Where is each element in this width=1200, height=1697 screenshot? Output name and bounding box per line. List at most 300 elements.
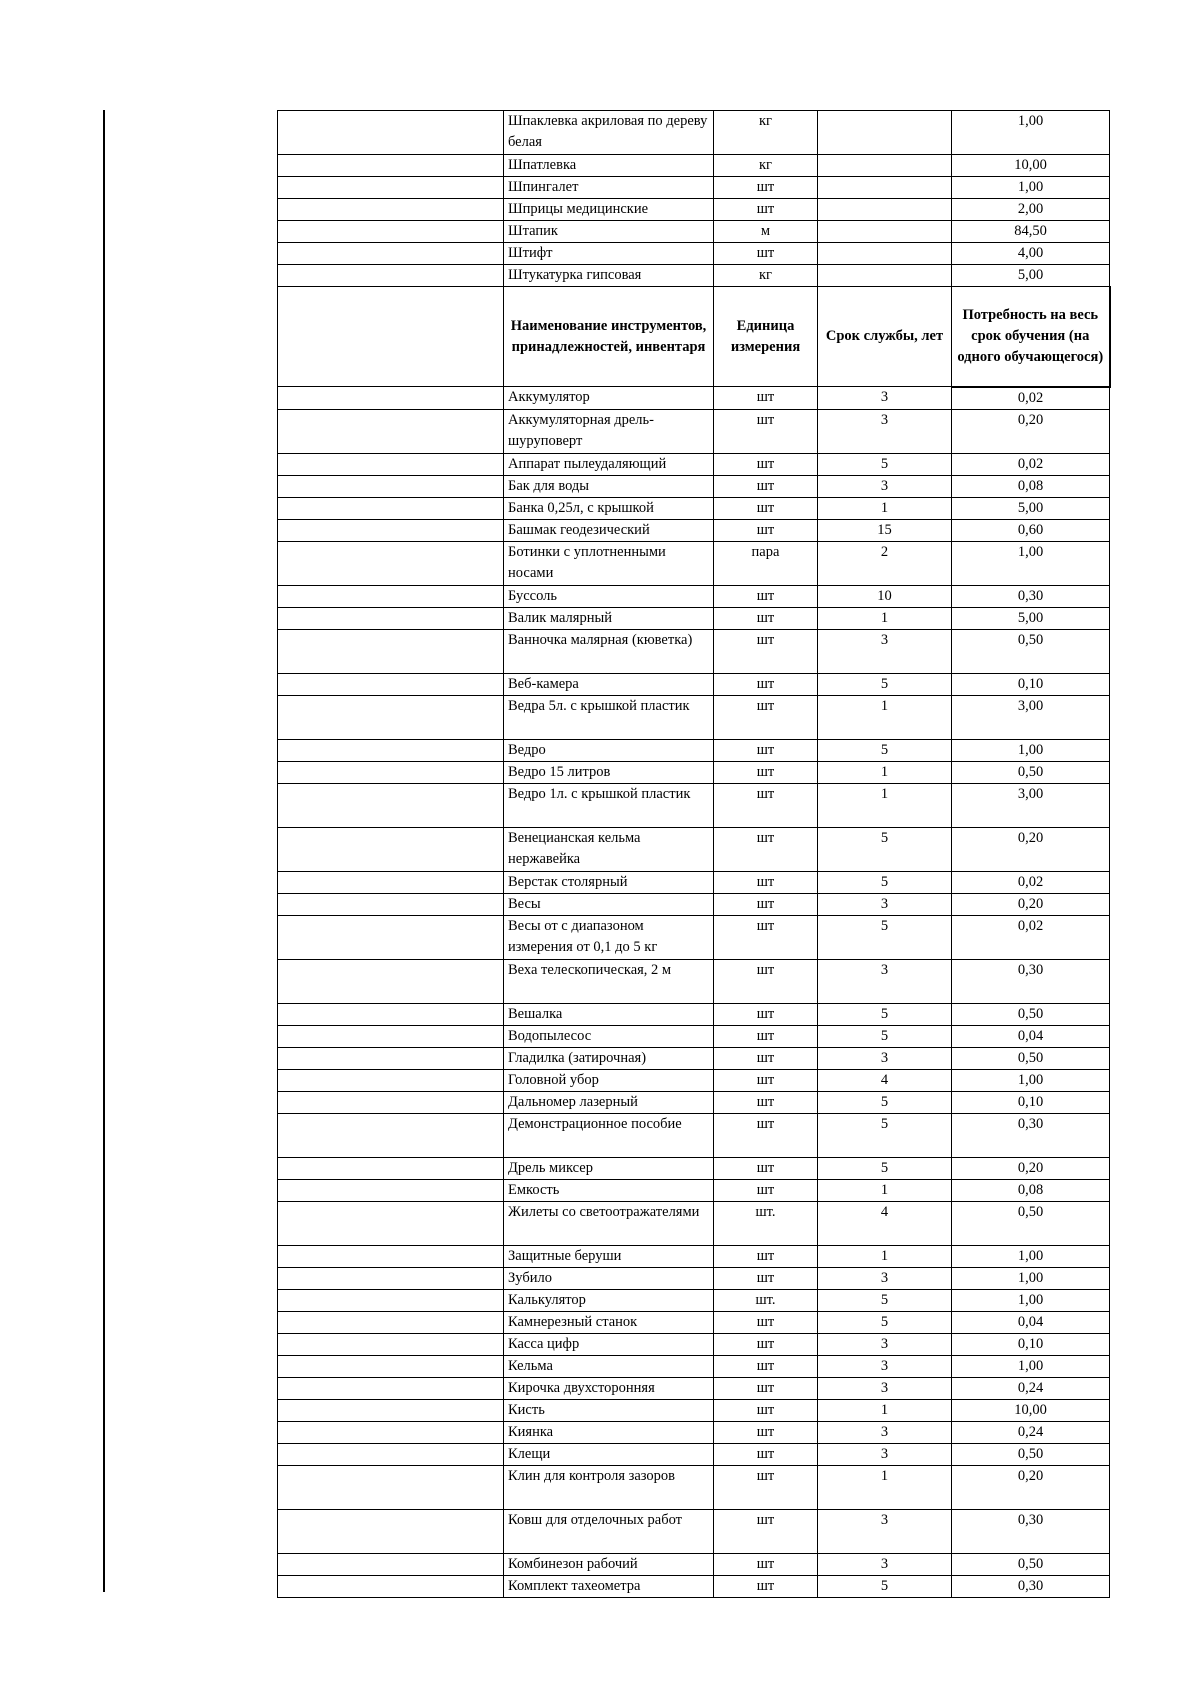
table-row xyxy=(278,629,1110,673)
blank-cell xyxy=(278,761,504,783)
requirement-cell: 1,00 xyxy=(952,1069,1110,1091)
service-life-cell xyxy=(818,265,952,287)
blank-cell xyxy=(278,1047,504,1069)
item-name-cell: Комплект тахеометра xyxy=(504,1575,714,1597)
service-life-cell xyxy=(818,243,952,265)
item-name-cell: Киянка xyxy=(504,1421,714,1443)
item-name-cell: Ведро 1л. с крышкой пластик xyxy=(504,783,714,827)
item-name-cell: Шпингалет xyxy=(504,177,714,199)
blank-cell xyxy=(278,1421,504,1443)
item-name-cell: Венецианская кельма нержавейка xyxy=(504,827,714,871)
table-row xyxy=(278,893,1110,915)
table-row xyxy=(278,673,1110,695)
service-life-cell xyxy=(818,199,952,221)
unit-cell: шт xyxy=(714,519,818,541)
unit-cell: шт xyxy=(714,177,818,199)
header-unit: Единица измерения xyxy=(714,287,818,387)
table-row xyxy=(278,519,1110,541)
unit-cell: шт xyxy=(714,893,818,915)
service-life-cell: 1 xyxy=(818,783,952,827)
item-name-cell: Емкость xyxy=(504,1179,714,1201)
service-life-cell: 5 xyxy=(818,1091,952,1113)
blank-cell xyxy=(278,243,504,265)
unit-cell: шт xyxy=(714,1465,818,1509)
requirement-cell: 0,50 xyxy=(952,1047,1110,1069)
item-name-cell: Весы от с диапазоном измерения от 0,1 до 5 кг xyxy=(504,915,714,959)
table-row xyxy=(278,1377,1110,1399)
blank-cell xyxy=(278,155,504,177)
service-life-cell: 3 xyxy=(818,1443,952,1465)
unit-cell: шт xyxy=(714,1267,818,1289)
equipment-table xyxy=(277,110,1111,1598)
requirement-cell: 0,60 xyxy=(952,519,1110,541)
item-name-cell: Ведра 5л. с крышкой пластик xyxy=(504,695,714,739)
unit-cell: шт xyxy=(714,1025,818,1047)
unit-cell: кг xyxy=(714,155,818,177)
service-life-cell: 1 xyxy=(818,761,952,783)
table-body xyxy=(278,111,1110,1598)
requirement-cell: 0,50 xyxy=(952,1003,1110,1025)
requirement-cell: 1,00 xyxy=(952,1267,1110,1289)
blank-cell xyxy=(278,1289,504,1311)
blank-cell xyxy=(278,1399,504,1421)
blank-cell xyxy=(278,1003,504,1025)
item-name-cell: Ведро xyxy=(504,739,714,761)
table-row xyxy=(278,1201,1110,1245)
table-row xyxy=(278,265,1110,287)
unit-cell: шт xyxy=(714,871,818,893)
blank-cell xyxy=(278,177,504,199)
blank-cell xyxy=(278,221,504,243)
table-row xyxy=(278,1179,1110,1201)
table-row xyxy=(278,1047,1110,1069)
item-name-cell: Аккумуляторная дрель-шуруповерт xyxy=(504,409,714,453)
table-row xyxy=(278,453,1110,475)
unit-cell: шт xyxy=(714,1179,818,1201)
unit-cell: кг xyxy=(714,265,818,287)
blank-cell xyxy=(278,1333,504,1355)
blank-cell xyxy=(278,607,504,629)
blank-cell xyxy=(278,1509,504,1553)
requirement-cell: 3,00 xyxy=(952,783,1110,827)
service-life-cell: 3 xyxy=(818,1355,952,1377)
table-row xyxy=(278,1113,1110,1157)
service-life-cell: 2 xyxy=(818,541,952,585)
service-life-cell: 5 xyxy=(818,915,952,959)
table-row xyxy=(278,155,1110,177)
table-row xyxy=(278,243,1110,265)
requirement-cell: 0,20 xyxy=(952,1157,1110,1179)
table-row xyxy=(278,1003,1110,1025)
blank-cell xyxy=(278,585,504,607)
requirement-cell: 0,02 xyxy=(952,915,1110,959)
unit-cell: шт xyxy=(714,1509,818,1553)
requirement-cell: 0,24 xyxy=(952,1421,1110,1443)
table-row xyxy=(278,475,1110,497)
service-life-cell: 3 xyxy=(818,1377,952,1399)
blank-cell xyxy=(278,409,504,453)
item-name-cell: Ванночка малярная (кюветка) xyxy=(504,629,714,673)
unit-cell: шт xyxy=(714,761,818,783)
item-name-cell: Гладилка (затирочная) xyxy=(504,1047,714,1069)
table-row xyxy=(278,1311,1110,1333)
service-life-cell: 5 xyxy=(818,1003,952,1025)
service-life-cell: 4 xyxy=(818,1201,952,1245)
item-name-cell: Водопылесос xyxy=(504,1025,714,1047)
item-name-cell: Дальномер лазерный xyxy=(504,1091,714,1113)
blank-cell xyxy=(278,1025,504,1047)
service-life-cell: 3 xyxy=(818,1553,952,1575)
requirement-cell: 2,00 xyxy=(952,199,1110,221)
service-life-cell xyxy=(818,221,952,243)
table-row xyxy=(278,783,1110,827)
requirement-cell: 0,50 xyxy=(952,1553,1110,1575)
item-name-cell: Аппарат пылеудаляющий xyxy=(504,453,714,475)
table-row xyxy=(278,177,1110,199)
service-life-cell: 5 xyxy=(818,1025,952,1047)
unit-cell: шт xyxy=(714,1355,818,1377)
requirement-cell: 0,02 xyxy=(952,387,1110,410)
blank-cell xyxy=(278,915,504,959)
requirement-cell: 0,30 xyxy=(952,585,1110,607)
service-life-cell: 1 xyxy=(818,607,952,629)
service-life-cell: 4 xyxy=(818,1069,952,1091)
unit-cell: шт xyxy=(714,453,818,475)
unit-cell: шт xyxy=(714,475,818,497)
table-row xyxy=(278,1465,1110,1509)
service-life-cell: 3 xyxy=(818,1267,952,1289)
requirement-cell: 1,00 xyxy=(952,1289,1110,1311)
blank-cell xyxy=(278,453,504,475)
item-name-cell: Штифт xyxy=(504,243,714,265)
blank-cell xyxy=(278,497,504,519)
table-row xyxy=(278,111,1110,155)
requirement-cell: 1,00 xyxy=(952,1355,1110,1377)
item-name-cell: Шпатлевка xyxy=(504,155,714,177)
blank-cell xyxy=(278,695,504,739)
requirement-cell: 0,50 xyxy=(952,1201,1110,1245)
item-name-cell: Комбинезон рабочий xyxy=(504,1553,714,1575)
service-life-cell xyxy=(818,177,952,199)
item-name-cell: Ковш для отделочных работ xyxy=(504,1509,714,1553)
service-life-cell: 3 xyxy=(818,387,952,410)
requirement-cell: 0,08 xyxy=(952,475,1110,497)
table-row xyxy=(278,497,1110,519)
requirement-cell: 0,04 xyxy=(952,1311,1110,1333)
item-name-cell: Шпаклевка акриловая по дереву белая xyxy=(504,111,714,155)
table-row xyxy=(278,1399,1110,1421)
table-header-row xyxy=(278,287,1110,387)
requirement-cell: 0,30 xyxy=(952,1113,1110,1157)
unit-cell: шт xyxy=(714,1553,818,1575)
item-name-cell: Бак для воды xyxy=(504,475,714,497)
item-name-cell: Калькулятор xyxy=(504,1289,714,1311)
left-margin-rule xyxy=(103,110,105,1592)
service-life-cell: 3 xyxy=(818,629,952,673)
unit-cell: пара xyxy=(714,541,818,585)
item-name-cell: Демонстрационное пособие xyxy=(504,1113,714,1157)
unit-cell: шт xyxy=(714,673,818,695)
item-name-cell: Аккумулятор xyxy=(504,387,714,410)
table-row xyxy=(278,199,1110,221)
item-name-cell: Зубило xyxy=(504,1267,714,1289)
requirement-cell: 10,00 xyxy=(952,1399,1110,1421)
blank-cell xyxy=(278,1201,504,1245)
blank-cell xyxy=(278,387,504,410)
unit-cell: шт xyxy=(714,387,818,410)
requirement-cell: 0,50 xyxy=(952,761,1110,783)
table-row xyxy=(278,221,1110,243)
item-name-cell: Ведро 15 литров xyxy=(504,761,714,783)
unit-cell: шт xyxy=(714,1443,818,1465)
table-row xyxy=(278,959,1110,1003)
service-life-cell: 1 xyxy=(818,1465,952,1509)
item-name-cell: Буссоль xyxy=(504,585,714,607)
blank-cell xyxy=(278,1267,504,1289)
requirement-cell: 0,20 xyxy=(952,1465,1110,1509)
table-row xyxy=(278,1267,1110,1289)
item-name-cell: Кельма xyxy=(504,1355,714,1377)
unit-cell: шт xyxy=(714,783,818,827)
blank-cell xyxy=(278,1465,504,1509)
service-life-cell: 1 xyxy=(818,695,952,739)
service-life-cell: 3 xyxy=(818,1421,952,1443)
requirement-cell: 5,00 xyxy=(952,607,1110,629)
unit-cell: шт xyxy=(714,497,818,519)
requirement-cell: 0,10 xyxy=(952,1091,1110,1113)
unit-cell: шт xyxy=(714,409,818,453)
table-row xyxy=(278,1289,1110,1311)
item-name-cell: Дрель миксер xyxy=(504,1157,714,1179)
blank-cell xyxy=(278,519,504,541)
blank-cell xyxy=(278,871,504,893)
blank-cell xyxy=(278,1245,504,1267)
item-name-cell: Банка 0,25л, с крышкой xyxy=(504,497,714,519)
blank-cell xyxy=(278,287,504,387)
item-name-cell: Головной убор xyxy=(504,1069,714,1091)
item-name-cell: Штукатурка гипсовая xyxy=(504,265,714,287)
table-row xyxy=(278,695,1110,739)
unit-cell: шт xyxy=(714,1091,818,1113)
service-life-cell: 5 xyxy=(818,1113,952,1157)
table-row xyxy=(278,585,1110,607)
unit-cell: шт. xyxy=(714,1289,818,1311)
service-life-cell xyxy=(818,111,952,155)
service-life-cell: 5 xyxy=(818,673,952,695)
unit-cell: шт xyxy=(714,695,818,739)
blank-cell xyxy=(278,739,504,761)
item-name-cell: Вешалка xyxy=(504,1003,714,1025)
requirement-cell: 1,00 xyxy=(952,177,1110,199)
blank-cell xyxy=(278,1157,504,1179)
requirement-cell: 1,00 xyxy=(952,111,1110,155)
table-row xyxy=(278,871,1110,893)
unit-cell: шт xyxy=(714,1311,818,1333)
table-row xyxy=(278,827,1110,871)
unit-cell: шт xyxy=(714,1377,818,1399)
service-life-cell: 15 xyxy=(818,519,952,541)
service-life-cell: 3 xyxy=(818,409,952,453)
service-life-cell: 5 xyxy=(818,1311,952,1333)
table-row xyxy=(278,1025,1110,1047)
requirement-cell: 0,24 xyxy=(952,1377,1110,1399)
requirement-cell: 5,00 xyxy=(952,497,1110,519)
service-life-cell: 3 xyxy=(818,959,952,1003)
requirement-cell: 0,08 xyxy=(952,1179,1110,1201)
table-row xyxy=(278,1157,1110,1179)
service-life-cell: 5 xyxy=(818,1289,952,1311)
table-row xyxy=(278,387,1110,410)
blank-cell xyxy=(278,1069,504,1091)
requirement-cell: 10,00 xyxy=(952,155,1110,177)
table-row xyxy=(278,1245,1110,1267)
service-life-cell: 3 xyxy=(818,1047,952,1069)
unit-cell: шт xyxy=(714,1003,818,1025)
table-row xyxy=(278,1553,1110,1575)
table-row xyxy=(278,1355,1110,1377)
requirement-cell: 4,00 xyxy=(952,243,1110,265)
blank-cell xyxy=(278,1377,504,1399)
table-row xyxy=(278,1069,1110,1091)
item-name-cell: Камнерезный станок xyxy=(504,1311,714,1333)
item-name-cell: Валик малярный xyxy=(504,607,714,629)
requirement-cell: 0,20 xyxy=(952,409,1110,453)
service-life-cell: 1 xyxy=(818,497,952,519)
service-life-cell: 1 xyxy=(818,1245,952,1267)
blank-cell xyxy=(278,893,504,915)
unit-cell: шт xyxy=(714,915,818,959)
blank-cell xyxy=(278,475,504,497)
blank-cell xyxy=(278,1443,504,1465)
service-life-cell: 3 xyxy=(818,1509,952,1553)
header-need: Потребность на весь срок обучения (на одного обучающегося) xyxy=(952,287,1110,387)
service-life-cell: 10 xyxy=(818,585,952,607)
item-name-cell: Башмак геодезический xyxy=(504,519,714,541)
blank-cell xyxy=(278,541,504,585)
unit-cell: шт xyxy=(714,1069,818,1091)
requirement-cell: 3,00 xyxy=(952,695,1110,739)
item-name-cell: Жилеты со светоотражателями xyxy=(504,1201,714,1245)
service-life-cell xyxy=(818,155,952,177)
item-name-cell: Защитные беруши xyxy=(504,1245,714,1267)
unit-cell: шт xyxy=(714,1113,818,1157)
blank-cell xyxy=(278,629,504,673)
requirement-cell: 0,20 xyxy=(952,827,1110,871)
requirement-cell: 1,00 xyxy=(952,541,1110,585)
blank-cell xyxy=(278,265,504,287)
service-life-cell: 3 xyxy=(818,475,952,497)
blank-cell xyxy=(278,111,504,155)
item-name-cell: Весы xyxy=(504,893,714,915)
header-name: Наименование инструментов, принадлежностей, инвентаря xyxy=(504,287,714,387)
requirement-cell: 0,50 xyxy=(952,629,1110,673)
requirement-cell: 1,00 xyxy=(952,739,1110,761)
requirement-cell: 84,50 xyxy=(952,221,1110,243)
unit-cell: шт xyxy=(714,585,818,607)
unit-cell: шт xyxy=(714,1333,818,1355)
item-name-cell: Кисть xyxy=(504,1399,714,1421)
blank-cell xyxy=(278,827,504,871)
table-row xyxy=(278,541,1110,585)
table-row xyxy=(278,1575,1110,1597)
item-name-cell: Верстак столярный xyxy=(504,871,714,893)
service-life-cell: 1 xyxy=(818,1399,952,1421)
blank-cell xyxy=(278,783,504,827)
unit-cell: шт xyxy=(714,959,818,1003)
service-life-cell: 5 xyxy=(818,453,952,475)
table-row xyxy=(278,1421,1110,1443)
blank-cell xyxy=(278,1311,504,1333)
unit-cell: шт xyxy=(714,1157,818,1179)
unit-cell: шт xyxy=(714,1245,818,1267)
requirement-cell: 0,30 xyxy=(952,959,1110,1003)
unit-cell: шт xyxy=(714,1575,818,1597)
item-name-cell: Клещи xyxy=(504,1443,714,1465)
unit-cell: шт. xyxy=(714,1201,818,1245)
blank-cell xyxy=(278,1113,504,1157)
blank-cell xyxy=(278,199,504,221)
blank-cell xyxy=(278,673,504,695)
table-row xyxy=(278,1333,1110,1355)
requirement-cell: 0,20 xyxy=(952,893,1110,915)
item-name-cell: Веб-камера xyxy=(504,673,714,695)
service-life-cell: 1 xyxy=(818,1179,952,1201)
service-life-cell: 3 xyxy=(818,1333,952,1355)
unit-cell: шт xyxy=(714,243,818,265)
requirement-cell: 0,30 xyxy=(952,1575,1110,1597)
item-name-cell: Штапик xyxy=(504,221,714,243)
blank-cell xyxy=(278,1553,504,1575)
table-row xyxy=(278,607,1110,629)
unit-cell: шт xyxy=(714,1421,818,1443)
unit-cell: шт xyxy=(714,739,818,761)
table-row xyxy=(278,409,1110,453)
requirement-cell: 0,04 xyxy=(952,1025,1110,1047)
item-name-cell: Веха телескопическая, 2 м xyxy=(504,959,714,1003)
requirement-cell: 0,30 xyxy=(952,1509,1110,1553)
blank-cell xyxy=(278,959,504,1003)
service-life-cell: 5 xyxy=(818,827,952,871)
requirement-cell: 0,50 xyxy=(952,1443,1110,1465)
requirement-cell: 0,02 xyxy=(952,871,1110,893)
table-row xyxy=(278,739,1110,761)
requirement-cell: 0,02 xyxy=(952,453,1110,475)
unit-cell: шт xyxy=(714,1047,818,1069)
header-life: Срок службы, лет xyxy=(818,287,952,387)
blank-cell xyxy=(278,1355,504,1377)
item-name-cell: Клин для контроля зазоров xyxy=(504,1465,714,1509)
service-life-cell: 5 xyxy=(818,1575,952,1597)
blank-cell xyxy=(278,1575,504,1597)
table-row xyxy=(278,1509,1110,1553)
requirement-cell: 0,10 xyxy=(952,673,1110,695)
blank-cell xyxy=(278,1091,504,1113)
table-row xyxy=(278,915,1110,959)
unit-cell: шт xyxy=(714,827,818,871)
table-row xyxy=(278,761,1110,783)
item-name-cell: Ботинки с уплотненными носами xyxy=(504,541,714,585)
requirement-cell: 1,00 xyxy=(952,1245,1110,1267)
item-name-cell: Шприцы медицинские xyxy=(504,199,714,221)
unit-cell: кг xyxy=(714,111,818,155)
table-row xyxy=(278,1443,1110,1465)
unit-cell: шт xyxy=(714,629,818,673)
service-life-cell: 5 xyxy=(818,1157,952,1179)
unit-cell: шт xyxy=(714,199,818,221)
unit-cell: м xyxy=(714,221,818,243)
unit-cell: шт xyxy=(714,1399,818,1421)
unit-cell: шт xyxy=(714,607,818,629)
